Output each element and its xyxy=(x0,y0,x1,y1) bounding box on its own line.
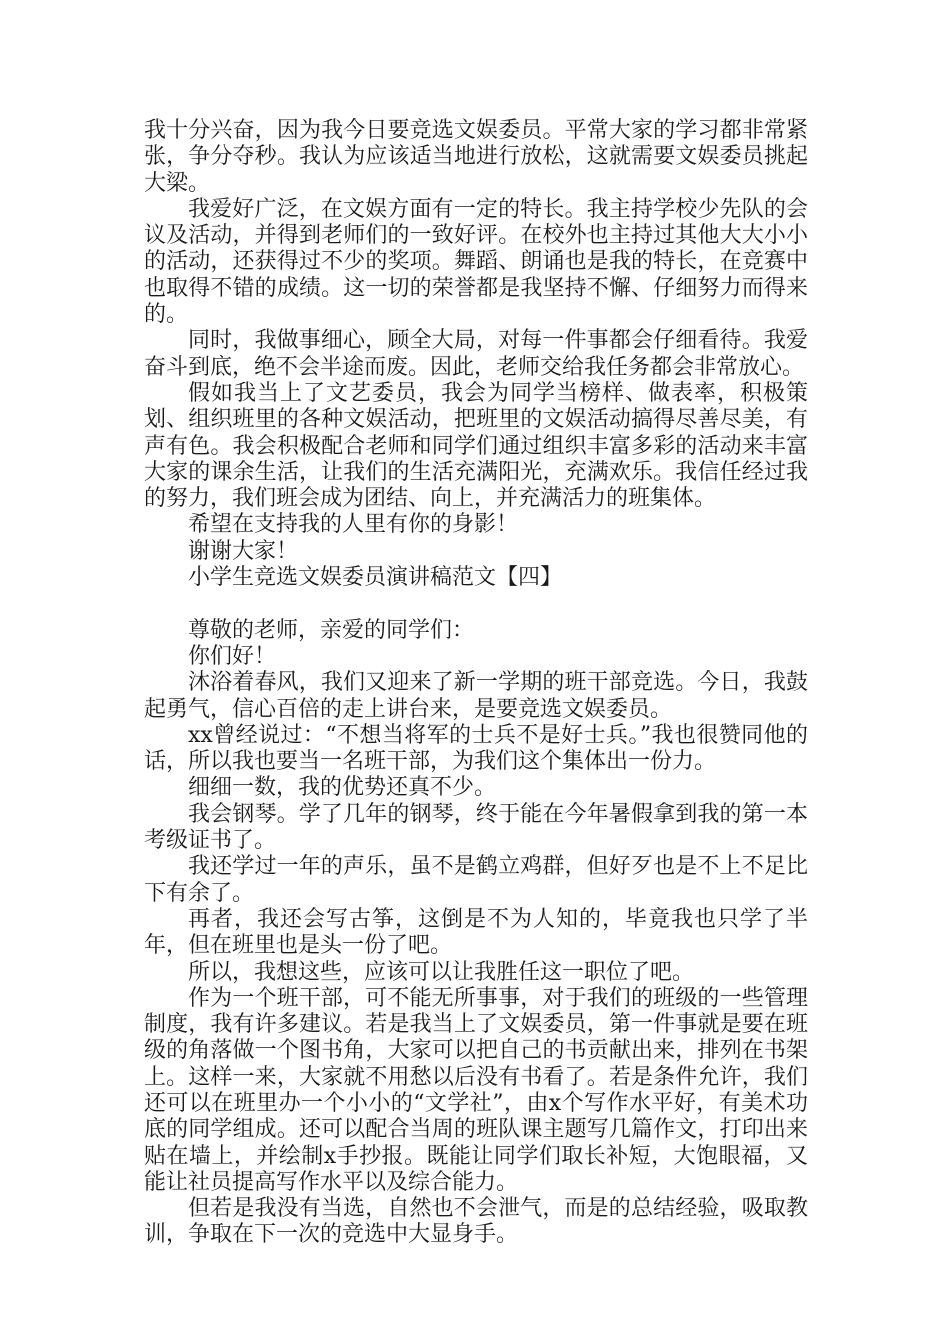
paragraph-piano: 我会钢琴。学了几年的钢琴，终于能在今年暑假拿到我的第一本考级证书了。 xyxy=(144,801,808,854)
section-heading: 小学生竞选文娱委员演讲稿范文【四】 xyxy=(188,565,563,591)
document-body xyxy=(144,118,808,1249)
paragraph-opening: 沐浴着春风，我们又迎来了新一学期的班干部竞选。今日，我鼓起勇气，信心百倍的走上讲台来，是要竞选文娱委员。 xyxy=(144,670,808,722)
paragraph-closing: 但若是我没有当选，自然也不会泄气，而是的总结经验，吸取教训，争取在下一次的竞选中大显身手。 xyxy=(144,1196,808,1248)
paragraph-intro: 我十分兴奋，因为我今日要竞选文娱委员。平常大家的学习都非常紧张，争分夺秒。我认为应该适当地进行放松，这就需要文娱委员挑起大梁。 xyxy=(144,118,808,196)
paragraph-thanks: 谢谢大家！ xyxy=(188,538,299,564)
paragraph-greeting: 你们好！ xyxy=(188,643,277,669)
paragraph-salutation: 尊敬的老师，亲爱的同学们： xyxy=(188,617,475,643)
paragraph-hope: 希望在支持我的人里有你的身影！ xyxy=(188,512,519,538)
paragraph-hobbies: 我爱好广泛，在文娱方面有一定的特长。我主持学校少先队的会议及活动，并得到老师们的一致好评。在校外也主持过其他大大小小的活动，还获得过不少的奖项。舞蹈、朗诵也是我的特长，在竞赛中也取得不错的成绩。这一切的荣誉都是我坚持不懈、仔细努力而得来的。 xyxy=(144,196,808,328)
paragraph-qualified: 所以，我想这些，应该可以让我胜任这一职位了吧。 xyxy=(188,959,695,985)
paragraph-quote: xx曾经说过：“不想当将军的士兵不是好士兵。”我也很赞同他的话，所以我也要当一名班干部，为我们这个集体出一份力。 xyxy=(144,722,808,775)
paragraph-careful: 同时，我做事细心，顾全大局，对每一件事都会仔细看待。我爱奋斗到底，绝不会半途而废。因此，老师交给我任务都会非常放心。 xyxy=(144,328,808,380)
paragraph-vocal: 我还学过一年的声乐，虽不是鹤立鸡群，但好歹也是不上不足比下有余了。 xyxy=(144,854,808,906)
paragraph-guzheng: 再者，我还会写古筝，这倒是不为人知的，毕竟我也只学了半年，但在班里也是头一份了吧。 xyxy=(144,906,808,959)
blank-line xyxy=(144,591,808,617)
paragraph-suggestions: 作为一个班干部，可不能无所事事，对于我们的班级的一些管理制度，我有许多建议。若是我当上了文娱委员，第一件事就是要在班级的角落做一个图书角，大家可以把自己的书贡献出来，排列在书架上。这样一来，大家就不用愁以后没有书看了。若是条件允许，我们还可以在班里办一个小小的“文学社”，由x个写作水平好，有美术功底的同学组成。还可以配合当周的班队课主题写几篇作文，打印出来贴在墙上，并绘制x手抄报。既能让同学们取长补短，大饱眼福，又能让社员提高写作水平以及综合能力。 xyxy=(144,985,808,1195)
paragraph-advantages: 细细一数，我的优势还真不少。 xyxy=(188,775,497,801)
paragraph-plan: 假如我当上了文艺委员，我会为同学当榜样、做表率，积极策划、组织班里的各种文娱活动，把班里的文娱活动搞得尽善尽美，有声有色。我会积极配合老师和同学们通过组织丰富多彩的活动来丰富大家的课余生活，让我们的生活充满阳光，充满欢乐。我信任经过我的努力，我们班会成为团结、向上，并充满活力的班集体。 xyxy=(144,380,808,512)
